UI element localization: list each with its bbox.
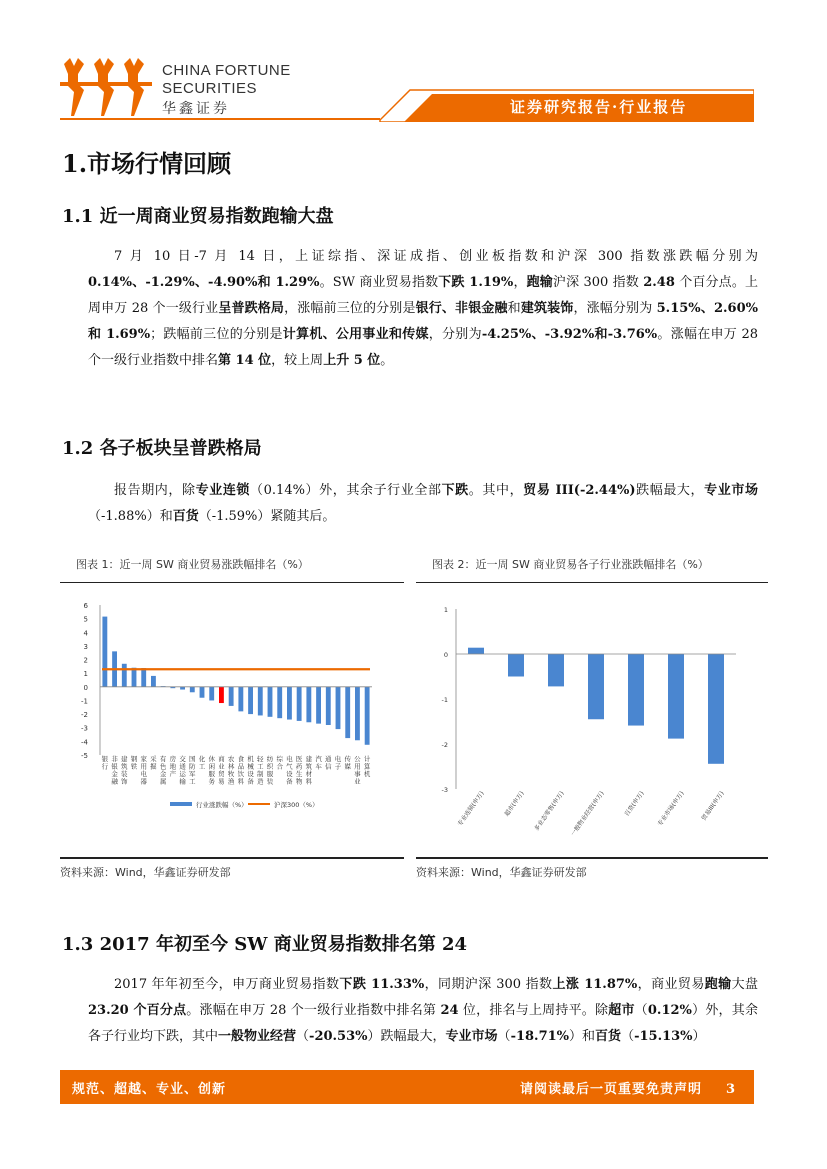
x-tick-char: 筑 [305,762,313,771]
x-tick-char: 设 [286,770,293,778]
bold-text-run: 专业连锁 [195,483,251,498]
x-tick-char: 业 [218,762,225,771]
bold-text-run: 一般物业经营 [218,1029,297,1044]
x-tick-char: 用 [354,762,361,771]
x-tick-label: 贸易III(申万) [700,790,726,822]
bar-4 [588,654,604,719]
bar-22 [306,687,311,722]
bold-text-run: 计算机、公用事业和传媒 [282,327,429,342]
text-run: 。 [380,353,394,368]
text-run: （-1.59%）紧随其后。 [198,509,336,524]
bold-text-run: 0.12% [647,1003,692,1018]
x-tick-char: 织 [266,762,274,771]
x-tick-char: 造 [257,777,264,786]
x-tick-label [315,754,322,771]
text-run: ，同期沪深 300 指数 [424,977,553,992]
figure-2-title: 图表 2：近一周 SW 商业贸易各子行业涨跌幅排名（%） [432,558,709,571]
x-tick-label [247,754,254,786]
x-tick-label [267,754,274,786]
bar-15 [238,687,243,712]
x-tick-char: 农 [227,755,235,763]
bold-text-run: 下跌 11.33% [339,977,425,992]
x-tick-char: 贸 [218,770,225,778]
section-1-title: 1.市场行情回顾 [62,149,232,178]
x-tick-char: 通 [325,755,332,763]
x-tick-char: 设 [247,770,254,778]
bar-3 [548,654,564,686]
bar-14 [229,687,234,706]
x-tick-label [228,754,235,786]
x-tick-char: 生 [295,770,303,778]
bar-7 [708,654,724,764]
x-tick-char: 行 [101,762,109,771]
bar-23 [316,687,321,724]
x-tick-char: 家 [140,755,147,763]
x-tick-label [238,754,245,786]
x-tick-char: 金 [159,770,167,778]
x-tick-label [170,754,177,778]
bar-1 [102,617,107,687]
x-tick-label [276,754,283,771]
bar-11 [200,687,205,698]
bold-text-run: 第 14 位 [218,353,272,368]
bold-text-run: 跑输 [526,275,553,290]
y-tick-label: -1 [441,696,448,704]
bar-20 [287,687,292,720]
x-tick-label [344,754,351,771]
bold-text-run: 24 [440,1003,459,1018]
y-tick-label: -3 [81,724,88,733]
footer-bar [60,1070,754,1104]
x-tick-char: 机 [247,755,254,763]
x-tick-char: 金 [111,770,118,778]
x-tick-label: 百货(申万) [623,790,646,818]
x-tick-char: 工 [189,777,196,786]
bar-13 [219,687,224,703]
text-run: （0.14%）外，其余子行业全部 [250,483,442,498]
footer-right [520,1078,736,1097]
text-run: ，商业贸易 [637,977,705,992]
x-tick-char: 信 [325,762,332,771]
x-tick-char: 筑 [121,762,128,771]
bold-text-run: 下跌 [441,483,469,498]
header-rule [60,118,380,120]
text-run: ）和 [569,1029,596,1044]
x-tick-char: 牧 [227,770,235,778]
figure-1-source: 资料来源：Wind，华鑫证券研发部 [60,866,231,879]
text-run: 。涨幅在申万 28 个一级行业指数中排名 [88,327,758,368]
brand-english-line1: CHINA FORTUNE [162,62,291,79]
figure-1-chart [60,583,404,855]
text-run: ，较上周 [271,353,324,368]
x-tick-char: 林 [227,762,235,771]
legend-swatch-industry [170,802,192,806]
x-tick-char: 银 [111,762,118,771]
bold-text-run: 百货 [172,509,199,524]
bar-24 [326,687,331,725]
figure-2-source: 资料来源：Wind，华鑫证券研发部 [416,866,587,879]
x-tick-char: 备 [247,777,254,786]
text-run: ） [692,1029,706,1044]
text-run: ， [513,275,527,290]
x-tick-char: 物 [295,777,303,786]
text-run: 和 [507,301,521,316]
x-tick-char: 事 [354,770,361,778]
x-tick-char: 器 [140,777,147,786]
bold-text-run: 呈普跌格局 [218,301,285,316]
x-tick-char: 属 [159,777,167,786]
bold-text-run: -4.25%、-3.92%和-3.76% [481,327,658,342]
section-1-2-paragraph [88,478,758,530]
x-tick-char: 纺 [266,755,274,763]
x-tick-char: 建 [121,755,128,763]
x-tick-char: 渔 [227,777,235,786]
x-tick-char: 公 [354,755,361,763]
bar-12 [209,687,214,701]
page-number: 3 [725,1082,736,1097]
footer-slogan: 规范、超越、专业、创新 [72,1082,227,1097]
x-tick-char: 钢 [130,755,138,763]
text-run: ）跌幅最大， [367,1029,446,1044]
x-tick-char: 融 [111,777,118,786]
x-tick-label [364,754,371,778]
x-tick-char: 合 [276,762,283,771]
x-tick-label [286,754,293,786]
text-run: （ [634,1003,648,1018]
x-tick-char: 闲 [208,762,215,771]
y-tick-label: -2 [81,711,88,720]
x-tick-char: 铁 [130,762,138,771]
section-1-3-paragraph [88,972,758,1050]
bold-text-run: 超市 [608,1003,635,1018]
y-tick-label: 0 [83,683,88,692]
x-tick-char: 产 [169,770,177,778]
report-type-label: 证券研究报告·行业报告 [510,98,688,116]
y-tick-label: 1 [443,606,448,614]
x-tick-char: 计 [363,755,371,763]
x-tick-char: 料 [237,777,245,786]
x-tick-char: 化 [198,755,206,763]
bold-text-run: 专业市场 [445,1029,498,1044]
x-tick-char: 传 [344,755,351,763]
bold-text-run: 5.15%、2.60%和 1.69% [88,301,758,342]
x-tick-char: 掘 [150,762,157,771]
section-1-3-title: 1.3 2017 年初至今 SW 商业贸易指数排名第 24 [62,934,468,955]
x-tick-char: 车 [315,762,322,771]
text-run: 。SW 商业贸易指数 [319,275,439,290]
bar-3 [122,664,127,687]
bar-26 [345,687,350,738]
bar-16 [248,687,253,714]
bar-19 [277,687,282,718]
x-tick-label [140,754,147,786]
bar-9 [180,687,185,690]
x-tick-char: 汽 [315,755,322,763]
x-tick-char: 媒 [344,762,351,771]
text-run: 个百分点。上周申万 28 个一级行业 [88,275,758,316]
x-tick-char: 有 [159,755,167,763]
bar-1 [468,648,484,654]
legend-label-hs300: 沪深300（%） [274,801,319,809]
x-tick-char: 工 [198,762,206,771]
x-tick-char: 非 [111,755,118,763]
bar-6 [668,654,684,739]
brand-english-line2: SECURITIES [162,80,258,97]
bar-4 [132,668,137,687]
section-1-1-title: 1.1 近一周商业贸易指数跑输大盘 [62,206,334,227]
x-tick-char: 电 [140,770,147,778]
text-run: ）外，其余各子行业均下跌，其中 [88,1003,758,1044]
section-1-2-title: 1.2 各子板块呈普跌格局 [62,438,262,459]
bold-text-run: 银行、非银金融 [415,301,508,316]
x-tick-char: 装 [266,777,274,786]
x-tick-char: 械 [247,762,254,771]
y-tick-label: 5 [83,615,88,624]
x-tick-char: 饰 [121,777,128,786]
bar-6 [151,676,156,687]
x-tick-label [208,754,215,786]
bar-18 [268,687,273,717]
x-tick-char: 色 [159,762,167,771]
x-tick-char: 输 [179,777,186,786]
x-tick-char: 务 [208,777,215,786]
bold-text-run: 0.14%、-1.29%、-4.90%和 1.29% [88,275,320,290]
footer-disclaimer: 请阅读最后一页重要免责声明 [519,1082,702,1097]
x-tick-char: 医 [295,755,303,763]
x-tick-label [296,755,303,786]
bar-28 [365,687,370,745]
bar-5 [628,654,644,726]
bold-text-run: 专业市场 [704,483,758,498]
x-tick-label [325,754,332,771]
x-tick-label: 一般物业经营(申万) [569,790,606,838]
bar-10 [190,687,195,692]
x-tick-label [160,754,167,786]
legend-label-industry: 行业涨跌幅（%） [196,801,248,809]
brand-name [162,62,291,118]
x-tick-char: 用 [140,762,147,771]
x-tick-label [218,754,225,786]
x-tick-label: 多业态零售(申万) [533,790,566,833]
bold-text-run: 上涨 11.87% [552,977,638,992]
bar-5 [141,668,146,687]
x-tick-char: 交 [179,755,186,763]
text-run: 跌幅最大， [635,483,705,498]
y-tick-label: -3 [441,786,448,794]
bold-text-run: -20.53% [309,1029,368,1044]
x-tick-label: 专业市场(申万) [656,790,686,828]
section-1-1-paragraph [88,244,758,374]
x-tick-label [111,754,118,786]
y-tick-label: 3 [83,642,88,651]
x-tick-char: 制 [257,770,264,778]
x-tick-char: 防 [189,762,196,771]
bold-text-run: 上升 5 位 [323,353,381,368]
x-tick-char: 算 [363,762,371,771]
x-tick-char: 采 [150,755,157,763]
x-tick-char: 业 [354,777,361,786]
x-tick-char: 易 [218,777,225,786]
bold-text-run: 贸易 III(-2.44%) [523,483,636,498]
text-run: ，分别为 [428,327,482,342]
x-tick-char: 轻 [257,755,264,763]
x-tick-char: 机 [363,770,371,778]
figure-2-chart [416,583,768,855]
bold-text-run: 23.20 个百分点 [88,1003,187,1018]
x-tick-char: 电 [286,755,293,763]
text-run: 2017 年年初至今，申万商业贸易指数 [114,977,340,992]
x-tick-label [257,754,264,786]
x-tick-char: 食 [237,755,245,763]
bold-text-run: 下跌 1.19% [438,275,514,290]
y-tick-label: -5 [81,752,88,760]
text-run: （ [296,1029,310,1044]
x-tick-char: 电 [334,755,342,763]
brand-chinese: 华鑫证券 [162,100,230,116]
bar-25 [336,687,341,729]
x-tick-label [189,754,196,786]
x-tick-char: 运 [179,770,186,778]
x-tick-label [354,755,361,786]
x-tick-char: 装 [121,770,128,778]
x-tick-char: 服 [266,770,274,778]
text-run: ，涨幅前三位的分别是 [284,301,416,316]
y-tick-label: 1 [83,670,88,679]
x-tick-label [335,754,342,771]
text-run: 沪深 300 指数 [552,275,644,290]
x-tick-char: 料 [305,777,313,786]
x-tick-label [121,754,128,786]
x-tick-char: 建 [305,755,313,763]
bar-17 [258,687,263,716]
y-tick-label: -4 [81,738,88,747]
text-run: 位，排名与上周持平。除 [458,1003,609,1018]
bold-text-run: 建筑装饰 [520,301,574,316]
x-tick-label [150,754,157,771]
x-tick-char: 饮 [237,770,245,778]
x-tick-char: 材 [305,770,313,778]
text-run: 。涨幅在申万 28 个一级行业指数中排名第 [186,1003,441,1018]
x-tick-label [179,754,186,786]
x-tick-char: 房 [169,755,177,763]
x-tick-char: 气 [286,762,293,771]
figure-1-title: 图表 1：近一周 SW 商业贸易涨跌幅排名（%） [76,558,309,571]
bold-text-run: 2.48 [643,275,675,290]
x-tick-char: 综 [276,755,283,763]
x-tick-char: 通 [179,762,186,771]
x-tick-label [199,754,206,771]
bold-text-run: -15.13% [634,1029,693,1044]
figure-2-bottom-rule [416,857,768,859]
figure-1-bottom-rule [60,857,404,859]
x-tick-label: 专业连锁(申万) [456,790,486,828]
x-tick-char: 备 [286,777,293,786]
text-run: ；跌幅前三位的分别是 [150,327,283,342]
x-tick-char: 品 [237,762,245,771]
y-tick-label: -1 [81,697,88,706]
y-tick-label: 6 [83,602,88,610]
x-tick-char: 休 [208,755,215,763]
x-tick-label [102,754,109,771]
bold-text-run: -18.71% [510,1029,570,1044]
x-tick-label: 超市(申万) [503,790,526,818]
bar-27 [355,687,360,740]
text-run: （-1.88%）和 [88,509,173,524]
text-run: 。其中， [468,483,524,498]
y-tick-label: 4 [83,629,88,638]
x-tick-char: 子 [334,762,342,771]
x-tick-label [306,754,313,786]
x-tick-char: 银 [101,755,109,763]
x-tick-char: 国 [189,755,196,763]
text-run: 报告期内，除 [114,483,196,498]
x-tick-char: 服 [208,770,215,778]
x-tick-char: 军 [189,770,196,778]
text-run: （ [621,1029,635,1044]
x-tick-char: 药 [295,762,303,771]
y-tick-label: -2 [441,741,448,749]
x-tick-char: 地 [169,762,177,771]
text-run: （ [497,1029,511,1044]
bold-text-run: 跑输 [704,977,732,992]
bar-21 [297,687,302,721]
x-tick-char: 商 [218,755,225,763]
y-tick-label: 2 [83,656,88,665]
company-logo [60,56,155,118]
x-tick-char: 工 [257,762,264,771]
y-tick-label: 0 [443,651,448,659]
bar-2 [508,654,524,677]
bold-text-run: 百货 [595,1029,622,1044]
text-run: ，涨幅分别为 [573,301,657,316]
text-run: 7 月 10 日-7 月 14 日，上证综指、深证成指、创业板指数和沪深 300 指数涨跌幅分别为 [114,249,758,264]
x-tick-label [131,754,138,771]
text-run: 大盘 [731,977,758,992]
